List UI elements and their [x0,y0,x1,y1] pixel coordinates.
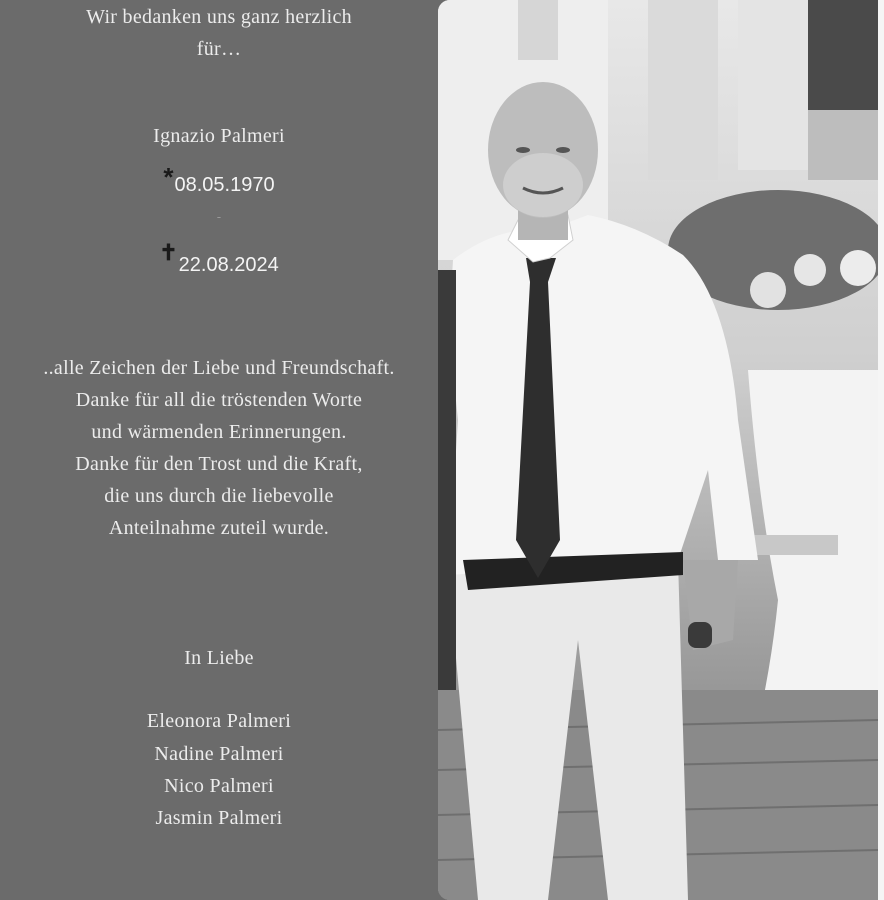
signature-name: Nadine Palmeri [154,743,284,765]
card-text-column [0,0,438,900]
deceased-name: Ignazio Palmeri [153,125,285,147]
death-row [0,240,438,276]
message-line: Anteilnahme zuteil wurde. [108,517,330,539]
right-border [878,0,884,900]
signature-name: Nico Palmeri [164,775,274,797]
message-line: und wärmenden Erinnerungen. [91,421,347,443]
message-line: die uns durch die liebevolle [104,485,334,507]
cross-icon: ✝ [159,240,178,265]
message-line: Danke für all die tröstenden Worte [75,389,363,411]
intro-line-1: Wir bedanken uns ganz herzlich [86,6,352,28]
portrait-photo [438,0,878,900]
portrait-photo-icon [438,0,878,900]
message-line: ..alle Zeichen der Liebe und Freundschaft. [43,357,395,379]
date-separator: - [216,210,222,225]
birth-date: 08.05.1970 [174,174,275,196]
message-line: Danke für den Trost und die Kraft, [75,453,363,475]
intro-line-2: für… [196,38,242,60]
death-date: 22.08.2024 [178,254,279,276]
closing-line: In Liebe [184,647,254,669]
signature-name: Eleonora Palmeri [146,710,292,732]
birth-row [0,162,438,196]
birth-star-icon: * [163,162,174,192]
signature-name: Jasmin Palmeri [155,807,283,829]
